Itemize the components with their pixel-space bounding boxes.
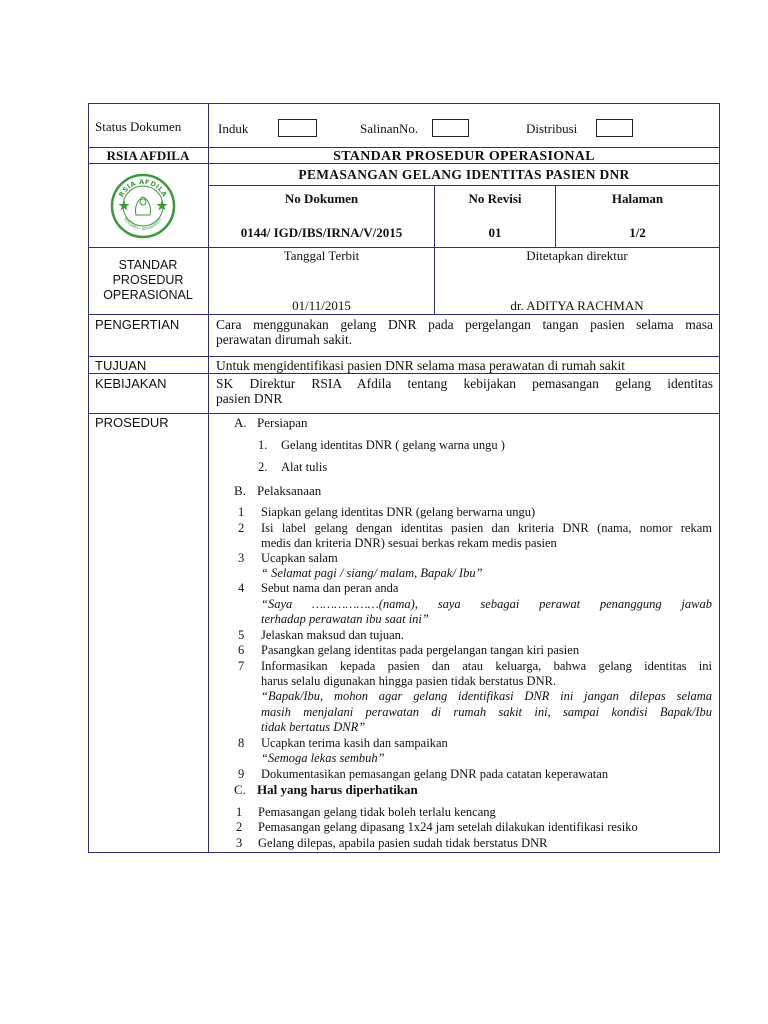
b-step-text: Ucapkan terima kasih dan sampaikan: [261, 736, 448, 750]
b-step-text: medis dan kriteria DNR) sesuai berkas rekam medis pasien: [261, 536, 557, 550]
c-item-text: Gelang dilepas, apabila pasien sudah tidak berstatus DNR: [258, 836, 548, 850]
direktur-name: dr. ADITYA RACHMAN: [510, 298, 644, 313]
induk-box: [278, 119, 317, 137]
b-num: 6: [238, 643, 245, 657]
spo-label-1: STANDAR: [118, 258, 178, 272]
b-num: 7: [238, 659, 245, 673]
section-a-item-1-num: 1.: [258, 438, 268, 452]
b-num: 8: [238, 736, 245, 750]
c-num: 1: [236, 805, 243, 819]
section-a-marker: A.: [234, 415, 247, 430]
halaman-value: 1/2: [629, 225, 646, 240]
b-num: 2: [238, 521, 245, 535]
sop-document: [88, 103, 720, 853]
tanggal-terbit-label: Tanggal Terbit: [283, 248, 360, 263]
b-num: 4: [238, 581, 245, 595]
kebijakan-label: KEBIJAKAN: [95, 376, 167, 391]
no-dokumen-value: 0144/ IGD/IBS/IRNA/V/2015: [240, 225, 403, 240]
spo-label-2: PROSEDUR: [112, 273, 184, 287]
ditetapkan-label: Ditetapkan direktur: [526, 248, 628, 263]
b-step-text: Ucapkan salam: [261, 551, 338, 565]
b-step-text: Jelaskan maksud dan tujuan.: [261, 628, 405, 642]
b-step-text: Pasangkan gelang identitas pada pergelangan tangan kiri pasien: [261, 643, 580, 657]
table-border-top: [88, 103, 720, 104]
table-border-right: [719, 103, 720, 853]
table-border: [88, 356, 720, 357]
no-revisi-label: No Revisi: [468, 191, 522, 206]
b-step-quote: tidak bertatus DNR”: [261, 720, 366, 734]
b-step-text: Siapkan gelang identitas DNR (gelang berwarna ungu): [261, 505, 536, 519]
b-step-quote: “Bapak/Ibu, mohon agar gelang identifikasi DNR ini jangan dilepas selama: [261, 689, 712, 703]
kebijakan-text-2: pasien DNR: [216, 391, 283, 406]
salinan-label: SalinanNo.: [360, 121, 419, 136]
c-item-text: Pemasangan gelang dipasang 1x24 jam setelah dilakukan identifikasi resiko: [258, 820, 638, 834]
induk-label: Induk: [218, 121, 249, 136]
b-step-quote: masih menjalani perawatan di rumah sakit ini, sampai kondisi Bapak/Ibu: [261, 705, 712, 719]
tujuan-label: TUJUAN: [95, 358, 147, 373]
c-item-text: Pemasangan gelang tidak boleh terlalu kencang: [258, 805, 496, 819]
b-step-quote: “ Selamat pagi / siang/ malam, Bapak/ Ibu”: [261, 566, 483, 580]
no-dokumen-label: No Dokumen: [284, 191, 359, 206]
table-border: [88, 413, 720, 414]
table-border-left: [88, 103, 89, 853]
no-revisi-value: 01: [488, 225, 502, 240]
b-step-text: Sebut nama dan peran anda: [261, 581, 399, 595]
logo-bottom-text: BERSAMA • BERMANFAAT: [123, 216, 163, 232]
section-a-item-2-num: 2.: [258, 460, 268, 474]
b-step-text: harus selalu digunakan hingga pasien tidak berstatus DNR.: [261, 674, 557, 688]
b-num: 1: [238, 505, 245, 519]
kebijakan-text-1: SK Direktur RSIA Afdila tentang kebijakan pemasangan gelang identitas: [216, 376, 713, 391]
b-step-text: Dokumentasikan pemasangan gelang DNR pada catatan keperawatan: [261, 767, 609, 781]
section-a-title: Persiapan: [257, 415, 308, 430]
b-step-quote: terhadap perawatan ibu saat ini”: [261, 612, 429, 626]
pengertian-text-1: Cara menggunakan gelang DNR pada pergelangan tangan pasien selama masa: [216, 317, 713, 332]
spo-label-3: OPERASIONAL: [103, 288, 193, 302]
b-num: 5: [238, 628, 245, 642]
status-dokumen-label: Status Dokumen: [95, 119, 182, 134]
b-num: 9: [238, 767, 245, 781]
document-title: STANDAR PROSEDUR OPERASIONAL: [333, 149, 595, 164]
table-border: [88, 314, 720, 315]
b-step-quote: “Semoga lekas sembuh”: [261, 751, 385, 765]
halaman-label: Halaman: [611, 191, 664, 206]
svg-text:BERSAMA • BERMANFAAT: [123, 216, 163, 231]
distribusi-box: [596, 119, 633, 137]
prosedur-label: PROSEDUR: [95, 415, 169, 430]
section-b-marker: B.: [234, 483, 246, 498]
org-name: RSIA AFDILA: [106, 148, 190, 163]
tujuan-text: Untuk mengidentifikasi pasien DNR selama masa perawatan di rumah sakit: [216, 358, 626, 373]
distribusi-label: Distribusi: [526, 121, 578, 136]
section-b-title: Pelaksanaan: [257, 483, 322, 498]
c-num: 3: [236, 836, 243, 850]
table-border: [88, 373, 720, 374]
document-subtitle: PEMASANGAN GELANG IDENTITAS PASIEN DNR: [298, 167, 630, 182]
pengertian-text-2: perawatan dirumah sakit.: [216, 332, 353, 347]
section-c-marker: C.: [234, 782, 246, 797]
section-c-title: Hal yang harus diperhatikan: [257, 782, 418, 797]
table-border-bottom: [88, 852, 720, 853]
table-border: [209, 185, 720, 186]
c-num: 2: [236, 820, 243, 834]
logo-top-text: RSIA AFDILA: [117, 177, 169, 199]
salinan-box: [432, 119, 469, 137]
section-a-item-2: Alat tulis: [281, 460, 328, 474]
table-border: [208, 103, 209, 853]
b-num: 3: [238, 551, 245, 565]
tanggal-terbit-value: 01/11/2015: [292, 298, 351, 313]
b-step-text: Isi label gelang dengan identitas pasien dan kriteria DNR (nama, nomor rekam: [261, 521, 712, 535]
b-step-text: Informasikan kepada pasien dan atau keluarga, bahwa gelang identitas ini: [261, 659, 712, 673]
b-step-quote: “Saya ………………(nama), saya sebagai perawat penanggung jawab: [261, 597, 712, 611]
pengertian-label: PENGERTIAN: [95, 317, 180, 332]
rsia-afdila-logo: [110, 173, 176, 239]
section-a-item-1: Gelang identitas DNR ( gelang warna ungu ): [281, 438, 505, 452]
